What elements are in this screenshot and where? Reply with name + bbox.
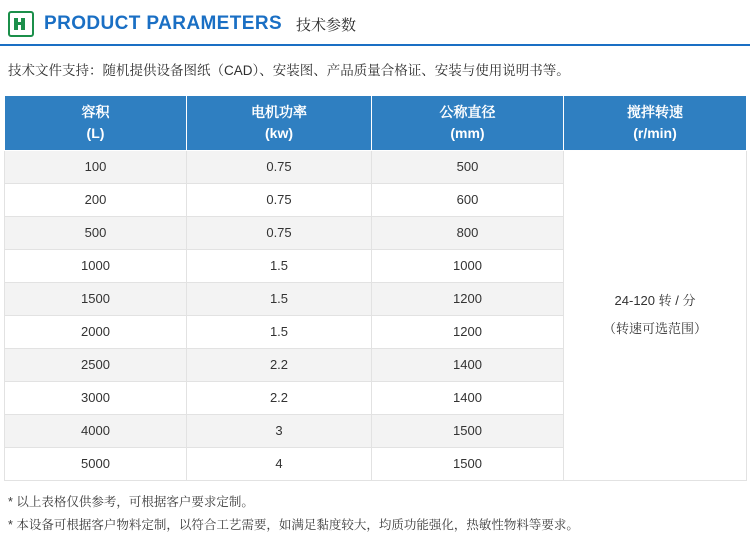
factory-logo-icon xyxy=(8,11,34,37)
cell-diameter: 1200 xyxy=(372,315,564,348)
cell-power: 3 xyxy=(187,414,372,447)
page-title-en: PRODUCT PARAMETERS xyxy=(44,13,283,34)
spec-table xyxy=(4,95,747,481)
footnotes xyxy=(0,481,750,537)
cell-volume: 5000 xyxy=(5,447,187,480)
cell-diameter: 800 xyxy=(372,216,564,249)
table-row xyxy=(5,150,747,183)
footnote-1: * 以上表格仅供参考，可根据客户要求定制。 xyxy=(8,494,254,509)
page-title-cn: 技术参数 xyxy=(296,16,357,34)
cell-volume: 100 xyxy=(5,150,187,183)
cell-power: 0.75 xyxy=(187,150,372,183)
cell-power: 0.75 xyxy=(187,216,372,249)
column-header-power xyxy=(187,95,372,150)
cell-diameter: 1000 xyxy=(372,249,564,282)
cell-diameter: 1200 xyxy=(372,282,564,315)
cell-volume: 1000 xyxy=(5,249,187,282)
page-header xyxy=(0,0,750,38)
cell-power: 4 xyxy=(187,447,372,480)
table-header-row xyxy=(5,95,747,150)
cell-volume: 3000 xyxy=(5,381,187,414)
column-header-volume-name: 容积 xyxy=(81,103,110,120)
speed-value-line-1: 24-120 转 / 分 xyxy=(614,292,696,308)
spec-table-container xyxy=(0,95,750,481)
column-header-speed-name: 搅拌转速 xyxy=(627,103,683,120)
column-header-diameter-name: 公称直径 xyxy=(439,103,496,120)
cell-diameter: 600 xyxy=(372,183,564,216)
cell-volume: 4000 xyxy=(5,414,187,447)
cell-power: 1.5 xyxy=(187,315,372,348)
cell-volume: 500 xyxy=(5,216,187,249)
cell-power: 1.5 xyxy=(187,249,372,282)
column-header-volume xyxy=(5,95,187,150)
column-header-volume-unit: (L) xyxy=(86,124,105,141)
cell-volume: 2500 xyxy=(5,348,187,381)
cell-volume: 200 xyxy=(5,183,187,216)
cell-diameter: 1500 xyxy=(372,447,564,480)
cell-volume: 2000 xyxy=(5,315,187,348)
cell-power: 0.75 xyxy=(187,183,372,216)
cell-power: 2.2 xyxy=(187,348,372,381)
cell-power: 2.2 xyxy=(187,381,372,414)
cell-speed-merged xyxy=(564,150,747,480)
column-header-power-unit: (kw) xyxy=(265,124,293,141)
speed-value-line-2: （转速可选范围） xyxy=(602,321,707,337)
column-header-speed xyxy=(564,95,747,150)
footnote-2: * 本设备可根据客户物料定制，以符合工艺需要，如满足黏度较大，均质功能强化，热敏性物料等要求。 xyxy=(8,518,579,533)
cell-volume: 1500 xyxy=(5,282,187,315)
cell-diameter: 1400 xyxy=(372,348,564,381)
column-header-diameter xyxy=(372,95,564,150)
cell-diameter: 1500 xyxy=(372,414,564,447)
cell-diameter: 500 xyxy=(372,150,564,183)
column-header-diameter-unit: (mm) xyxy=(450,124,485,141)
column-header-speed-unit: (r/min) xyxy=(633,124,677,141)
column-header-power-name: 电机功率 xyxy=(251,103,307,120)
cell-power: 1.5 xyxy=(187,282,372,315)
intro-text: 技术文件支持：随机提供设备图纸（CAD）、安装图、产品质量合格证、安装与使用说明书等。 xyxy=(8,63,570,78)
cell-diameter: 1400 xyxy=(372,381,564,414)
